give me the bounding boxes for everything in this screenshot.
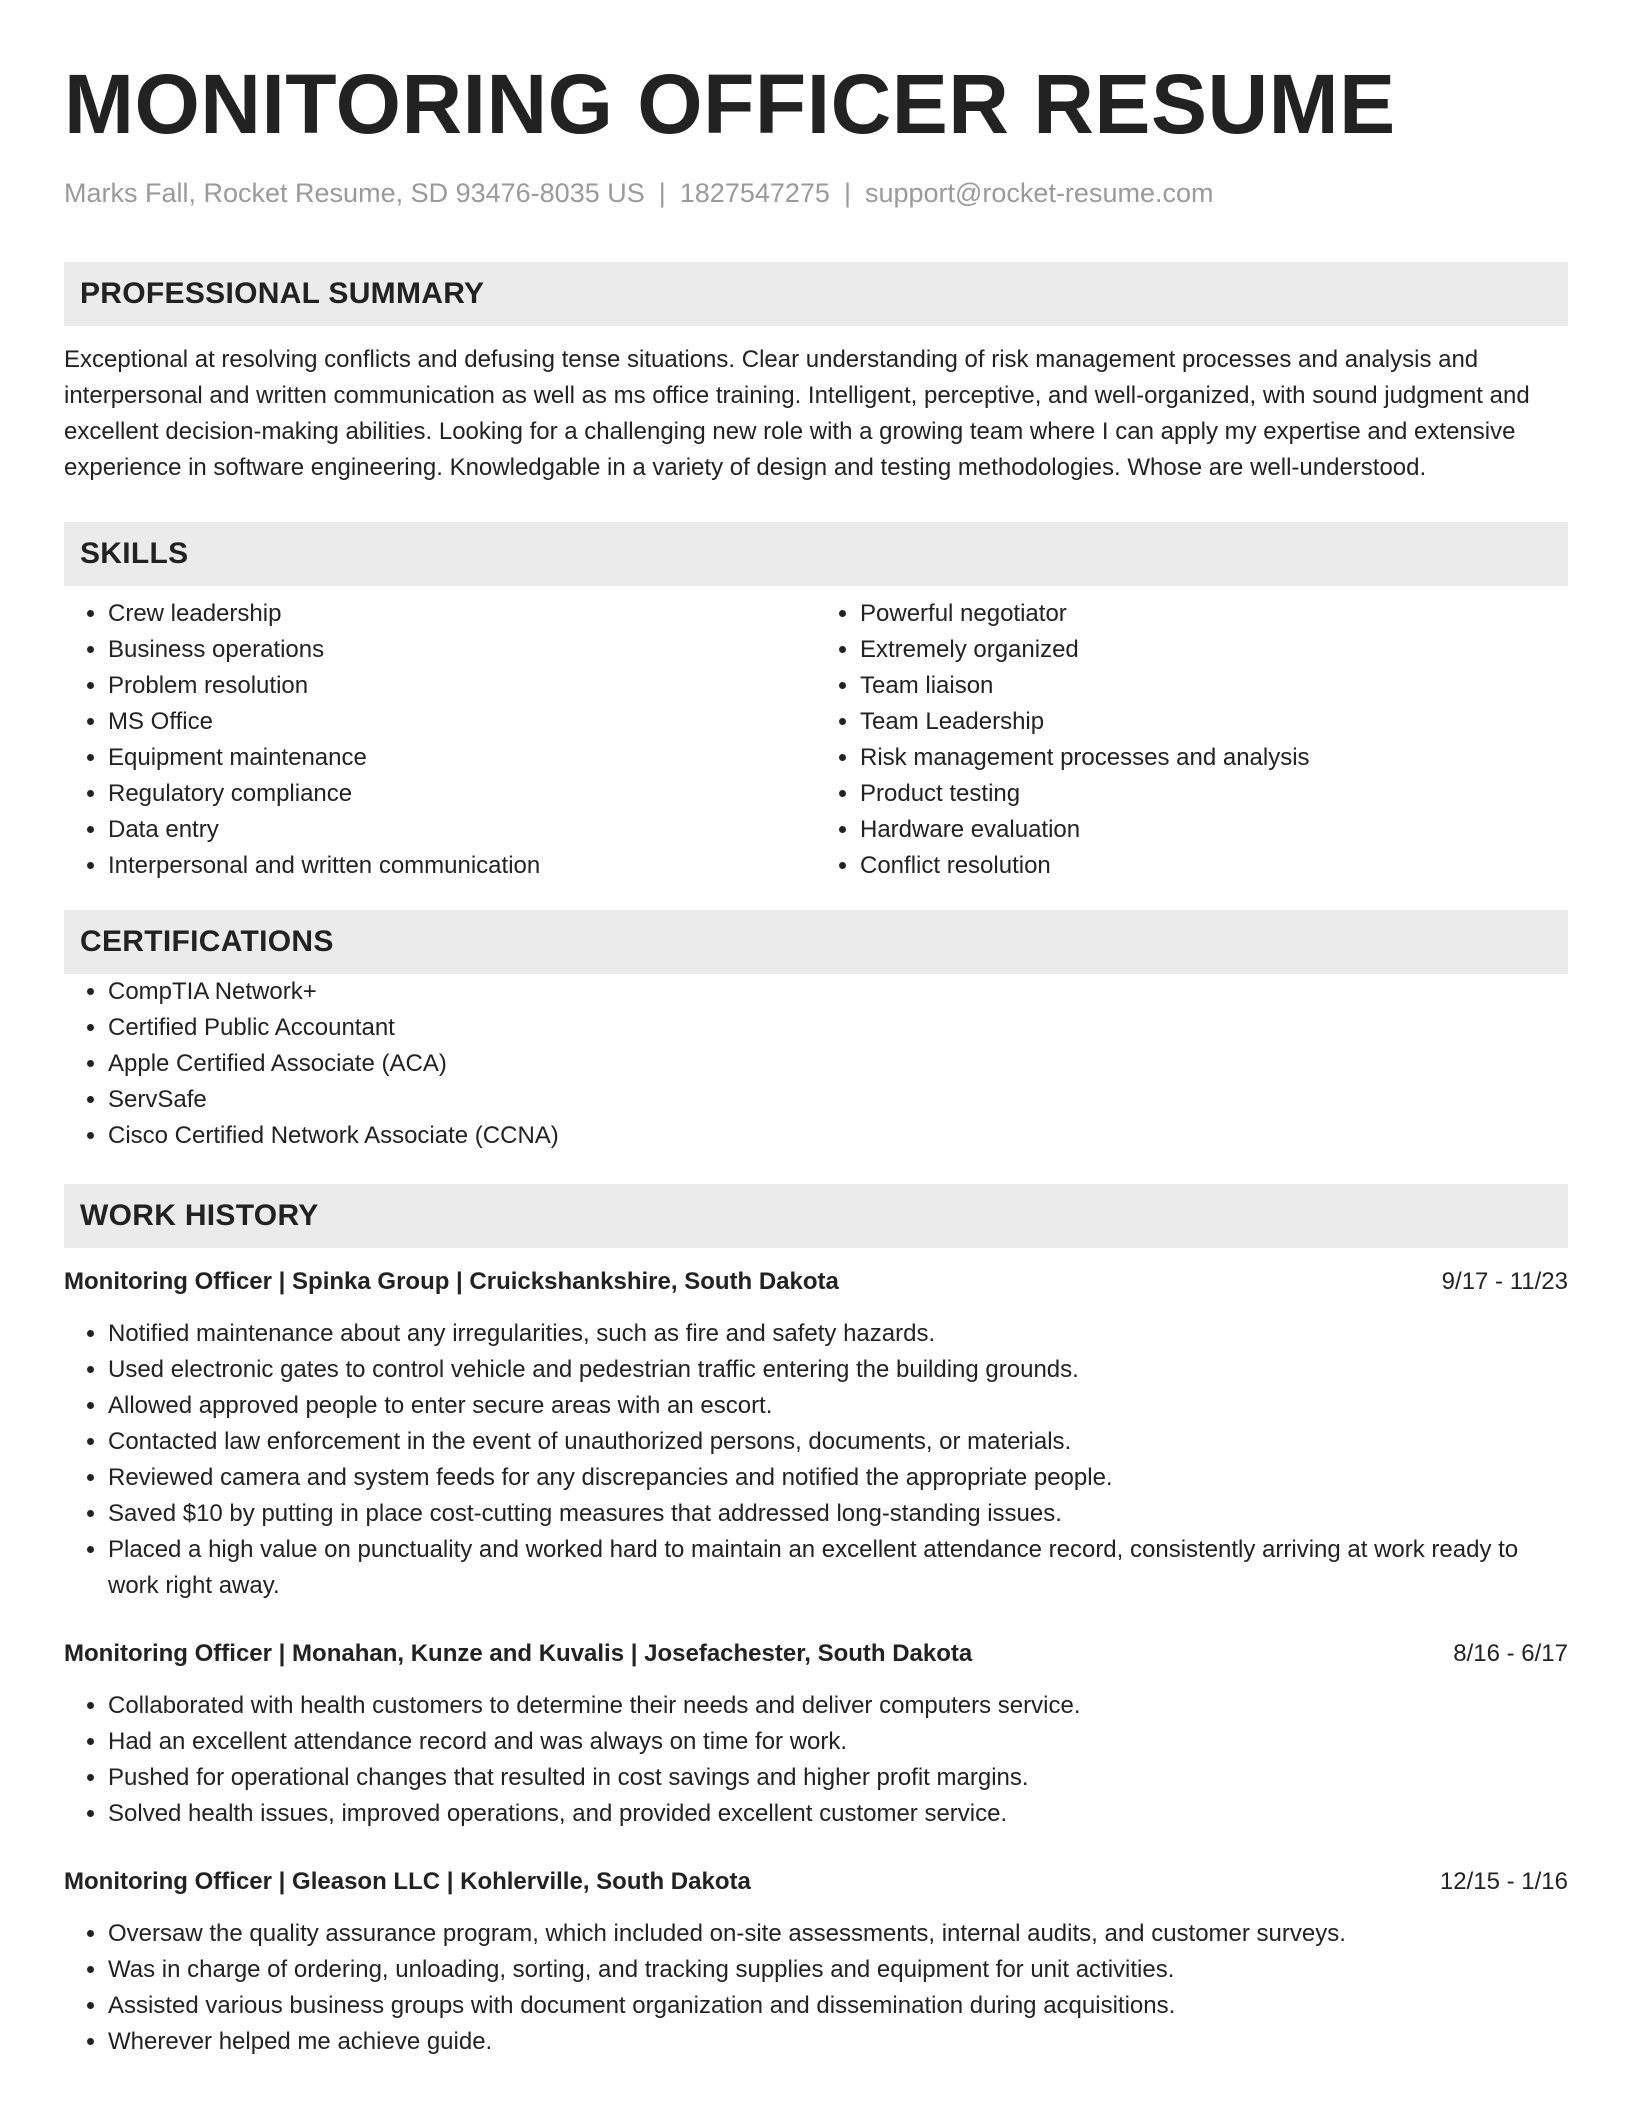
skill-item: • Data entry: [108, 812, 816, 848]
summary-section-header: [64, 262, 1568, 326]
job-bullet: • Pushed for operational changes that resulted in cost savings and higher profit margins.: [108, 1760, 1568, 1796]
skill-item: • Business operations: [108, 632, 816, 668]
job-header: [64, 1636, 1568, 1672]
certification-item: • Apple Certified Associate (ACA): [108, 1046, 1568, 1082]
job-header: [64, 1264, 1568, 1300]
certification-item: • ServSafe: [108, 1082, 1568, 1118]
summary-text: Exceptional at resolving conflicts and defusing tense situations. Clear understanding of risk management processes and analysis and interpersonal and written communication as well as ms office training. Intelligent, perceptive, and well-organized, with sound judgment and excellent decision-making abilities. Looking for a challenging new role with a growing team where I can apply my expertise and extensive experience in software engineering. Knowledgable in a variety of design and testing methodologies. Whose are well-understood.: [64, 346, 1530, 481]
job-bullets: [64, 1316, 1568, 1604]
summary-heading: PROFESSIONAL SUMMARY: [80, 277, 485, 310]
job-bullet: • Assisted various business groups with document organization and dissemination during acquisitions.: [108, 1988, 1568, 2024]
skill-item: • MS Office: [108, 704, 816, 740]
job-bullet: • Contacted law enforcement in the event of unauthorized persons, documents, or materials.: [108, 1424, 1568, 1460]
job-bullet: • Used electronic gates to control vehicle and pedestrian traffic entering the building grounds.: [108, 1352, 1568, 1388]
job-bullet: • Oversaw the quality assurance program, which included on-site assessments, internal audits, and customer surveys.: [108, 1916, 1568, 1952]
job-header: [64, 1864, 1568, 1900]
certifications-section-header: [64, 910, 1568, 974]
skills-grid: [64, 596, 1568, 884]
job-dates: 9/17 - 11/23: [1441, 1268, 1568, 1295]
certifications-list: [64, 974, 1568, 1154]
work-history-heading: WORK HISTORY: [80, 1199, 319, 1232]
job-dates: 12/15 - 1/16: [1439, 1868, 1568, 1895]
skill-item: • Conflict resolution: [860, 848, 1568, 884]
job-title: Monitoring Officer | Monahan, Kunze and Kuvalis | Josefachester, South Dakota: [64, 1640, 973, 1667]
resume-title: MONITORING OFFICER RESUME: [64, 57, 1396, 151]
work-history-section-header: [64, 1184, 1568, 1248]
skill-item: • Problem resolution: [108, 668, 816, 704]
skill-item: • Extremely organized: [860, 632, 1568, 668]
job-bullet: • Collaborated with health customers to determine their needs and deliver computers service.: [108, 1688, 1568, 1724]
job-bullet: • Allowed approved people to enter secure areas with an escort.: [108, 1388, 1568, 1424]
job-bullets: [64, 1916, 1568, 2060]
skill-item: • Equipment maintenance: [108, 740, 816, 776]
job-entry: [64, 1864, 1568, 2060]
contact-phone: 1827547275: [679, 178, 830, 208]
job-entry: [64, 1636, 1568, 1832]
job-bullet: • Notified maintenance about any irregularities, such as fire and safety hazards.: [108, 1316, 1568, 1352]
job-bullet: • Had an excellent attendance record and was always on time for work.: [108, 1724, 1568, 1760]
job-title: Monitoring Officer | Spinka Group | Cruickshankshire, South Dakota: [64, 1268, 839, 1295]
contact-address: Marks Fall, Rocket Resume, SD 93476-8035 US: [64, 178, 645, 208]
skill-item: • Crew leadership: [108, 596, 816, 632]
skill-item: • Product testing: [860, 776, 1568, 812]
skill-item: • Powerful negotiator: [860, 596, 1568, 632]
skills-heading: SKILLS: [80, 537, 189, 570]
job-bullet: • Solved health issues, improved operations, and provided excellent customer service.: [108, 1796, 1568, 1832]
job-bullet: • Was in charge of ordering, unloading, sorting, and tracking supplies and equipment for unit activities.: [108, 1952, 1568, 1988]
skills-section-header: [64, 522, 1568, 586]
job-bullet: • Saved $10 by putting in place cost-cutting measures that addressed long-standing issues.: [108, 1496, 1568, 1532]
certifications-heading: CERTIFICATIONS: [80, 925, 334, 958]
skill-item: • Team liaison: [860, 668, 1568, 704]
job-bullets: [64, 1688, 1568, 1832]
certification-item: • CompTIA Network+: [108, 974, 1568, 1010]
contact-separator: |: [843, 178, 851, 208]
certification-item: • Certified Public Accountant: [108, 1010, 1568, 1046]
job-title: Monitoring Officer | Gleason LLC | Kohlerville, South Dakota: [64, 1868, 751, 1895]
skill-item: • Hardware evaluation: [860, 812, 1568, 848]
skill-item: • Risk management processes and analysis: [860, 740, 1568, 776]
job-entry: [64, 1264, 1568, 1604]
contact-line: [64, 176, 1568, 210]
job-dates: 8/16 - 6/17: [1453, 1640, 1568, 1667]
skills-list-right: [816, 596, 1568, 884]
job-bullet: • Placed a high value on punctuality and worked hard to maintain an excellent attendance record, consistently arriving at work ready to work right away.: [108, 1532, 1568, 1604]
job-bullet: • Wherever helped me achieve guide.: [108, 2024, 1568, 2060]
skill-item: • Regulatory compliance: [108, 776, 816, 812]
job-bullet: • Reviewed camera and system feeds for any discrepancies and notified the appropriate people.: [108, 1460, 1568, 1496]
skill-item: • Team Leadership: [860, 704, 1568, 740]
contact-separator: |: [658, 178, 666, 208]
certification-item: • Cisco Certified Network Associate (CCNA): [108, 1118, 1568, 1154]
skills-list-left: [64, 596, 816, 884]
skill-item: • Interpersonal and written communication: [108, 848, 816, 884]
contact-email: support@rocket-resume.com: [864, 178, 1214, 208]
